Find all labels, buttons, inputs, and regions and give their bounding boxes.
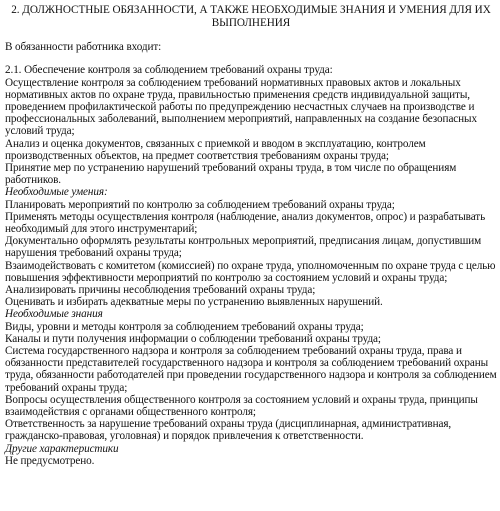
- knowledge-item: Виды, уровни и методы контроля за соблюдением требований охраны труда;: [5, 320, 364, 333]
- duty-section-title: 2.1. Обеспечение контроля за соблюдением требований охраны труда:: [5, 64, 333, 77]
- skill-item: Оценивать и избирать адекватные меры по устранению выявленных нарушений.: [5, 296, 383, 309]
- skill-item: Взаимодействовать с комитетом (комиссией) по охране труда, уполномоченным по охране труда с целью повышения эффективности мероприятий по контролю за состоянием условий и охраны труда;: [5, 259, 496, 284]
- knowledge-item: Каналы и пути получения информации о соблюдении требований охраны труда;: [5, 332, 381, 345]
- duty-item: Принятие мер по устранению нарушений требований охраны труда, в том числе по обращениям работников.: [5, 162, 457, 187]
- skill-item: Документально оформлять результаты контрольных мероприятий, предписания лицам, допустившим нарушения требований охраны труда;: [5, 235, 482, 260]
- knowledge-item: Система государственного надзора и контроля за соблюдением требований охраны труда, права и обязанности представителей государственного надзора и контроля за соблюдением требований охраны труда, обязанности работодателей при проведении государственного надзора и контроля за соблюдением требований охраны труда;: [5, 345, 497, 394]
- duty-item: Анализ и оценка документов, связанных с приемкой и вводом в эксплуатацию, контролем производственных объектов, на предмет соответствия требованиям охраны труда;: [5, 137, 426, 162]
- skill-item: Планировать мероприятий по контролю за соблюдением требований охраны труда;: [5, 198, 395, 211]
- intro-text: В обязанности работника входит:: [5, 41, 162, 54]
- other-text: Не предусмотрено.: [5, 454, 95, 467]
- section-heading: [5, 4, 497, 29]
- duty-item: Осуществление контроля за соблюдением требований нормативных правовых актов и локальных нормативных актов по охране труда, правильностью применения средств индивидуальной защиты, проведением профилактической работы по предупреждению несчастных случаев на производстве и профессиональных заболеваний, выполнением мероприятий, направленных на создание безопасных условий труда;: [5, 76, 477, 138]
- knowledge-label: Необходимые знания: [5, 308, 103, 321]
- knowledge-item: Вопросы осуществления общественного контроля за состоянием условий и охраны труда, принципы взаимодействия с органами общественного контроля;: [5, 393, 478, 419]
- heading-line-1: 2. ДОЛЖНОСТНЫЕ ОБЯЗАННОСТИ, А ТАКЖЕ НЕОБХОДИМЫЕ ЗНАНИЯ И УМЕНИЯ ДЛЯ ИХ: [11, 4, 491, 16]
- skills-label: Необходимые умения:: [5, 186, 108, 199]
- heading-line-2: ВЫПОЛНЕНИЯ: [211, 16, 291, 29]
- other-label: Другие характеристики: [5, 442, 119, 455]
- skill-item: Применять методы осуществления контроля (наблюдение, анализ документов, опрос) и разрабатывать необходимый для этого инструментарий;: [5, 210, 486, 236]
- skill-item: Анализировать причины несоблюдения требований охраны труда;: [5, 284, 316, 297]
- knowledge-item: Ответственность за нарушение требований охраны труда (дисциплинарная, административная, гражданско-правовая, уголовная) и порядок привлечения к ответственности.: [5, 418, 452, 443]
